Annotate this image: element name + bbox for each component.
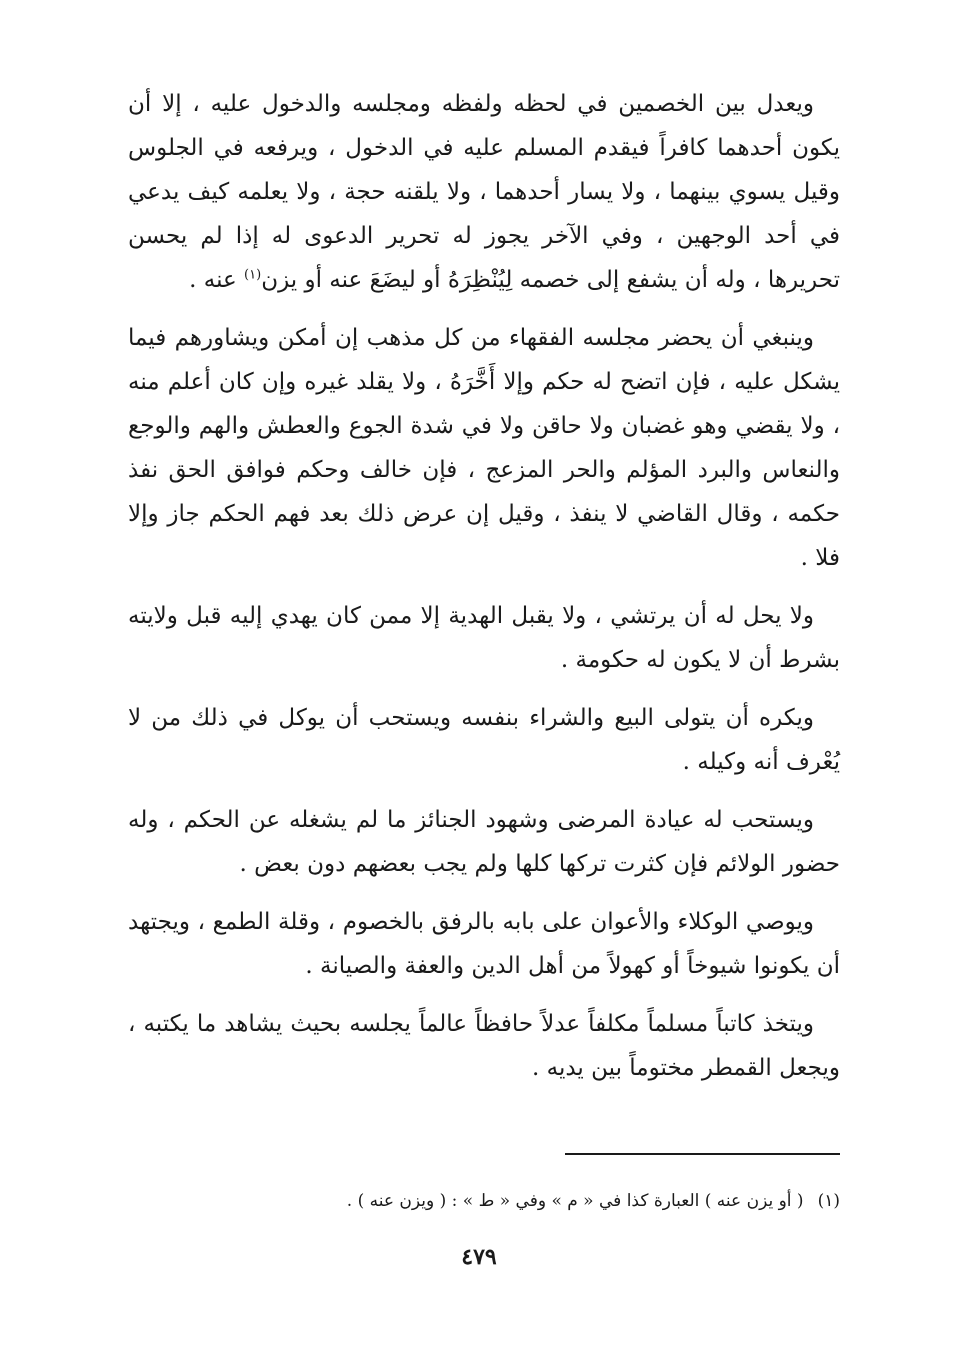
paragraph-4 (128, 696, 840, 784)
paragraph-6 (128, 900, 840, 988)
paragraph-1 (128, 82, 840, 302)
paragraph-5-text: ويستحب له عيادة المرضى وشهود الجنائز ما لم يشغله عن الحكم ، وله حضور الولائم فإن كثرت تركها كلها ولم يجب بعضهم دون بعض . (128, 807, 840, 877)
page-number: ٤٧٩ (461, 1244, 497, 1270)
paragraph-3 (128, 594, 840, 682)
paragraph-1-text: ويعدل بين الخصمين في لحظه ولفظه ومجلسه والدخول عليه ، إلا أن يكون أحدهما كافراً فيقدم المسلم عليه في الدخول ، ويرفعه في الجلوس وقيل يسوي بينهما ، ولا يسار أحدهما ، ولا يلقنه حجة ، ولا يعلمه كيف يدعي في أحد الوجهين ، وفي الآخر يجوز له تحرير الدعوى له إذا لم يحسن تحريرها ، وله أن يشفع إلى خصمه لِيُنْظِرَهُ أو ليضَعَ عنه أو يزن (128, 91, 840, 293)
paragraph-3-text: ولا يحل له أن يرتشي ، ولا يقبل الهدية إلا ممن كان يهدي إليه قبل ولايته بشرط أن لا يكون له حكومة . (128, 603, 840, 673)
footnote-divider (565, 1153, 840, 1155)
footnote-text: ( أو يزن عنه ) العبارة كذا في « م » وفي « ط » : ( ويزن عنه ) . (346, 1191, 804, 1211)
page-body (128, 82, 840, 1104)
paragraph-1-tail: عنه . (189, 267, 245, 293)
footnote-reference[interactable]: (١) (244, 267, 262, 283)
paragraph-4-text: ويكره أن يتولى البيع والشراء بنفسه ويستحب أن يوكل في ذلك من لا يُعْرف أنه وكيله . (128, 705, 840, 775)
paragraph-7 (128, 1002, 840, 1090)
paragraph-6-text: ويوصي الوكلاء والأعوان على بابه بالرفق بالخصوم ، وقلة الطمع ، ويجتهد أن يكونوا شيوخاً أو كهولاً من أهل الدين والعفة والصيانة . (128, 909, 840, 979)
paragraph-2 (128, 316, 840, 580)
paragraph-2-text: وينبغي أن يحضر مجلسه الفقهاء من كل مذهب إن أمكن ويشاورهم فيما يشكل عليه ، فإن اتضح له حكم وإلا أَخَّرَهُ ، ولا يقلد غيره وإن كان أعلم منه ، ولا يقضي وهو غضبان ولا حاقن ولا في شدة الجوع والعطش والهم والوجع والنعاس والبرد المؤلم والحر المزعج ، فإن خالف وحكم فوافق الحق نفذ حكمه ، وقال القاضي لا ينفذ ، وقيل إن عرض ذلك بعد فهم الحكم جاز وإلا فلا . (128, 325, 840, 571)
paragraph-7-text: ويتخذ كاتباً مسلماً مكلفاً عدلاً حافظاً عالماً يجلسه بحيث يشاهد ما يكتبه ، ويجعل القمطر مختوماً بين يديه . (128, 1011, 840, 1081)
footnote (128, 1186, 840, 1216)
paragraph-5 (128, 798, 840, 886)
footnote-number: (١) (817, 1191, 840, 1211)
